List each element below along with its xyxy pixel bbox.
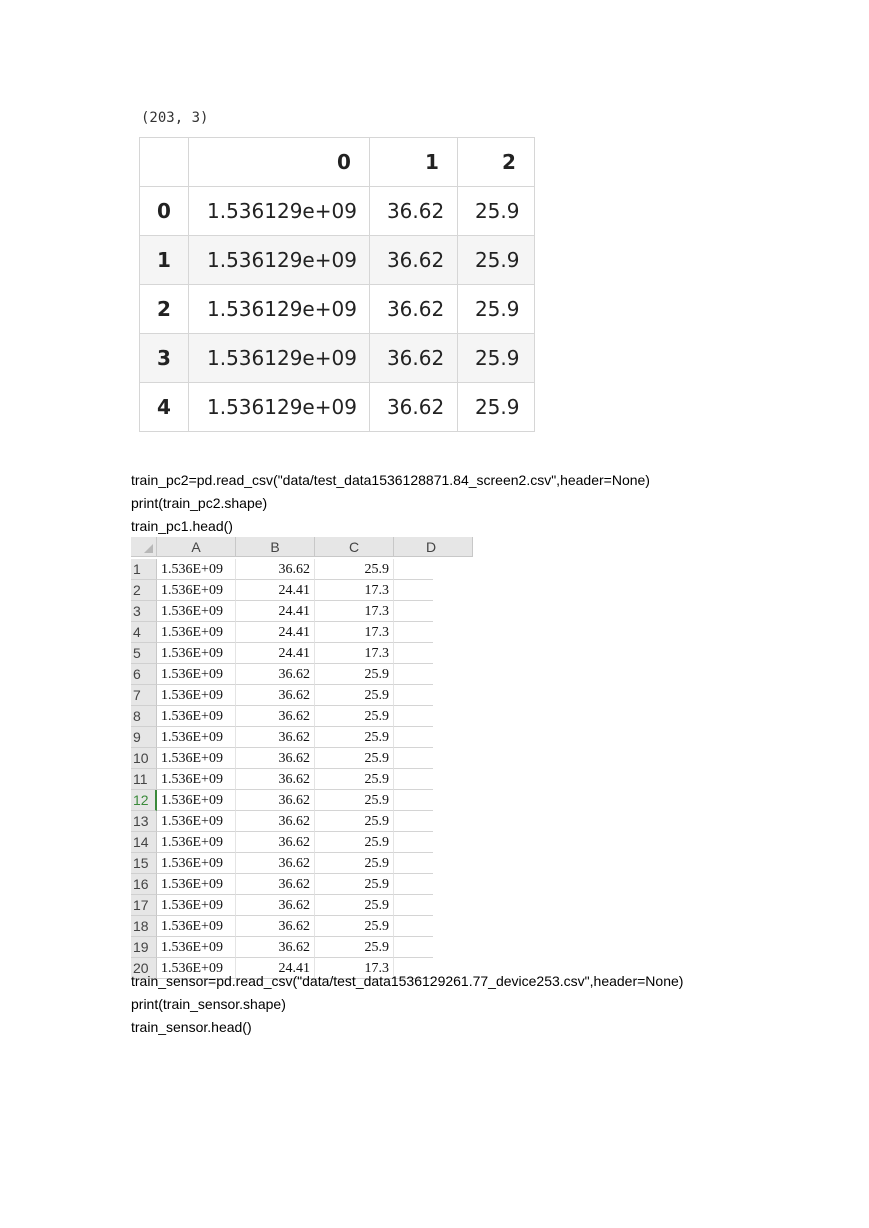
spreadsheet-cell[interactable] [394, 748, 433, 769]
spreadsheet-cell[interactable]: 1.536E+09 [157, 790, 236, 811]
row-number[interactable]: 10 [131, 748, 157, 769]
row-number[interactable]: 2 [131, 580, 157, 601]
spreadsheet-cell[interactable]: 24.41 [236, 643, 315, 664]
code-line: train_pc1.head() [131, 518, 233, 534]
spreadsheet-cell[interactable]: 1.536E+09 [157, 580, 236, 601]
spreadsheet-cell[interactable] [394, 580, 433, 601]
spreadsheet-cell[interactable]: 1.536E+09 [157, 769, 236, 790]
spreadsheet-cell[interactable]: 1.536E+09 [157, 958, 236, 979]
row-number[interactable]: 12 [131, 790, 157, 811]
spreadsheet-row [131, 916, 433, 937]
spreadsheet-cell[interactable]: 25.9 [315, 664, 394, 685]
spreadsheet-row [131, 748, 433, 769]
spreadsheet-cell[interactable]: 36.62 [236, 811, 315, 832]
spreadsheet-cell[interactable] [394, 895, 433, 916]
code-line: train_pc2=pd.read_csv("data/test_data1536128871.84_screen2.csv",header=None) [131, 472, 650, 488]
row-number[interactable]: 7 [131, 685, 157, 706]
spreadsheet-cell[interactable]: 36.62 [236, 664, 315, 685]
column-header-c: C [315, 537, 394, 557]
code-line: train_sensor=pd.read_csv("data/test_data1536129261.77_device253.csv",header=None) [131, 973, 684, 989]
spreadsheet-cell[interactable]: 25.9 [315, 937, 394, 958]
row-number[interactable]: 4 [131, 622, 157, 643]
row-number[interactable]: 17 [131, 895, 157, 916]
row-number[interactable]: 20 [131, 958, 157, 979]
table-cell: 25.9 [457, 285, 534, 334]
column-header-a: A [157, 537, 236, 557]
table-cell: 1.536129e+09 [189, 334, 370, 383]
table-cell: 36.62 [369, 285, 457, 334]
spreadsheet-cell[interactable]: 36.62 [236, 832, 315, 853]
spreadsheet-cell[interactable]: 1.536E+09 [157, 832, 236, 853]
spreadsheet-cell[interactable]: 36.62 [236, 559, 315, 580]
spreadsheet-cell[interactable]: 1.536E+09 [157, 622, 236, 643]
table-cell: 1.536129e+09 [189, 187, 370, 236]
spreadsheet-cell[interactable] [394, 601, 433, 622]
table-cell: 25.9 [457, 187, 534, 236]
column-header-d: D [394, 537, 473, 557]
column-header: 0 [189, 138, 370, 187]
spreadsheet-cell[interactable] [394, 706, 433, 727]
spreadsheet-cell[interactable]: 36.62 [236, 748, 315, 769]
spreadsheet-cell[interactable] [394, 727, 433, 748]
spreadsheet-row [131, 580, 433, 601]
spreadsheet-cell[interactable] [394, 937, 433, 958]
spreadsheet-cell[interactable]: 25.9 [315, 559, 394, 580]
spreadsheet-cell[interactable]: 25.9 [315, 748, 394, 769]
spreadsheet-cell[interactable]: 1.536E+09 [157, 727, 236, 748]
spreadsheet-cell[interactable]: 24.41 [236, 601, 315, 622]
table-cell: 1.536129e+09 [189, 383, 370, 432]
spreadsheet-row [131, 853, 433, 874]
row-number[interactable]: 19 [131, 937, 157, 958]
spreadsheet-row [131, 790, 433, 811]
spreadsheet-crop [131, 537, 437, 976]
spreadsheet-row [131, 895, 433, 916]
spreadsheet-cell[interactable]: 25.9 [315, 916, 394, 937]
spreadsheet-cell[interactable] [394, 811, 433, 832]
spreadsheet-row [131, 727, 433, 748]
spreadsheet-row [131, 769, 433, 790]
spreadsheet-cell[interactable]: 1.536E+09 [157, 916, 236, 937]
dataframe-row [140, 236, 535, 285]
table-cell: 25.9 [457, 236, 534, 285]
spreadsheet-cell[interactable]: 17.3 [315, 622, 394, 643]
row-index: 3 [140, 334, 189, 383]
row-number[interactable]: 8 [131, 706, 157, 727]
spreadsheet-cell[interactable] [394, 832, 433, 853]
dataframe-index-header [140, 138, 189, 187]
spreadsheet-cell[interactable]: 25.9 [315, 685, 394, 706]
spreadsheet-row [131, 937, 433, 958]
spreadsheet-cell[interactable]: 1.536E+09 [157, 937, 236, 958]
spreadsheet-cell[interactable]: 36.62 [236, 874, 315, 895]
row-number[interactable]: 11 [131, 769, 157, 790]
spreadsheet-cell[interactable] [394, 664, 433, 685]
dataframe-table [139, 137, 535, 432]
row-index: 4 [140, 383, 189, 432]
spreadsheet-cell[interactable]: 1.536E+09 [157, 643, 236, 664]
spreadsheet-cell[interactable]: 25.9 [315, 811, 394, 832]
spreadsheet-cell[interactable]: 1.536E+09 [157, 685, 236, 706]
spreadsheet-cell[interactable]: 36.62 [236, 790, 315, 811]
spreadsheet-cell[interactable]: 1.536E+09 [157, 811, 236, 832]
spreadsheet-row [131, 622, 433, 643]
spreadsheet-cell[interactable]: 24.41 [236, 622, 315, 643]
spreadsheet-row [131, 706, 433, 727]
table-cell: 36.62 [369, 187, 457, 236]
spreadsheet-cell[interactable] [394, 916, 433, 937]
spreadsheet-row [131, 643, 433, 664]
spreadsheet-cell[interactable]: 1.536E+09 [157, 874, 236, 895]
table-cell: 36.62 [369, 383, 457, 432]
spreadsheet-cell[interactable] [394, 853, 433, 874]
spreadsheet-cell[interactable] [394, 622, 433, 643]
column-header: 2 [457, 138, 534, 187]
row-index: 1 [140, 236, 189, 285]
spreadsheet-cell[interactable]: 36.62 [236, 685, 315, 706]
spreadsheet-cell[interactable]: 1.536E+09 [157, 853, 236, 874]
code-line: print(train_pc2.shape) [131, 495, 268, 511]
spreadsheet-cell[interactable]: 25.9 [315, 895, 394, 916]
table-cell: 1.536129e+09 [189, 236, 370, 285]
dataframe-row [140, 383, 535, 432]
row-index: 2 [140, 285, 189, 334]
spreadsheet-cell[interactable]: 1.536E+09 [157, 559, 236, 580]
table-cell: 1.536129e+09 [189, 285, 370, 334]
spreadsheet-cell[interactable] [394, 643, 433, 664]
spreadsheet-cell[interactable] [394, 769, 433, 790]
row-number[interactable]: 18 [131, 916, 157, 937]
spreadsheet-cell[interactable]: 36.62 [236, 727, 315, 748]
spreadsheet-row [131, 811, 433, 832]
dataframe-row [140, 334, 535, 383]
spreadsheet-cell[interactable] [394, 874, 433, 895]
spreadsheet-cell[interactable]: 24.41 [236, 958, 315, 979]
select-all-corner [131, 537, 157, 557]
row-number[interactable]: 3 [131, 601, 157, 622]
row-number[interactable]: 5 [131, 643, 157, 664]
spreadsheet-cell[interactable]: 36.62 [236, 706, 315, 727]
spreadsheet-cell[interactable]: 25.9 [315, 706, 394, 727]
spreadsheet-cell[interactable]: 25.9 [315, 853, 394, 874]
spreadsheet-cell[interactable]: 36.62 [236, 916, 315, 937]
dataframe-row [140, 285, 535, 334]
table-cell: 36.62 [369, 334, 457, 383]
row-number[interactable]: 13 [131, 811, 157, 832]
column-header: 1 [369, 138, 457, 187]
table-cell: 36.62 [369, 236, 457, 285]
spreadsheet-row [131, 664, 433, 685]
spreadsheet-cell[interactable]: 1.536E+09 [157, 706, 236, 727]
spreadsheet-cell[interactable]: 36.62 [236, 895, 315, 916]
spreadsheet-row [131, 685, 433, 706]
row-number[interactable]: 6 [131, 664, 157, 685]
spreadsheet-cell[interactable]: 17.3 [315, 601, 394, 622]
spreadsheet-row [131, 559, 433, 580]
spreadsheet-cell[interactable]: 1.536E+09 [157, 601, 236, 622]
spreadsheet-cell[interactable]: 17.3 [315, 958, 394, 979]
spreadsheet-cell[interactable]: 17.3 [315, 643, 394, 664]
dataframe-row [140, 187, 535, 236]
spreadsheet-cell[interactable]: 25.9 [315, 790, 394, 811]
table-cell: 25.9 [457, 334, 534, 383]
row-number[interactable]: 14 [131, 832, 157, 853]
spreadsheet-row [131, 874, 433, 895]
spreadsheet-row [131, 601, 433, 622]
code-line: print(train_sensor.shape) [131, 996, 286, 1012]
spreadsheet-cell[interactable]: 36.62 [236, 853, 315, 874]
row-index: 0 [140, 187, 189, 236]
spreadsheet-cell[interactable]: 25.9 [315, 727, 394, 748]
spreadsheet-cell[interactable]: 1.536E+09 [157, 895, 236, 916]
spreadsheet-cell[interactable]: 25.9 [315, 874, 394, 895]
dataframe-header-row [140, 138, 535, 187]
spreadsheet-cell[interactable]: 1.536E+09 [157, 748, 236, 769]
spreadsheet-cell[interactable] [394, 685, 433, 706]
table-cell: 25.9 [457, 383, 534, 432]
spreadsheet-cell[interactable]: 25.9 [315, 832, 394, 853]
column-header-b: B [236, 537, 315, 557]
spreadsheet-row [131, 832, 433, 853]
spreadsheet-cell[interactable] [394, 559, 433, 580]
spreadsheet-cell[interactable]: 1.536E+09 [157, 664, 236, 685]
spreadsheet-cell[interactable]: 17.3 [315, 580, 394, 601]
shape-output: (203, 3) [141, 110, 209, 126]
code-line: train_sensor.head() [131, 1019, 252, 1035]
spreadsheet-cell[interactable]: 24.41 [236, 580, 315, 601]
spreadsheet-cell[interactable]: 36.62 [236, 769, 315, 790]
row-number[interactable]: 9 [131, 727, 157, 748]
row-number[interactable]: 15 [131, 853, 157, 874]
spreadsheet-cell[interactable]: 25.9 [315, 769, 394, 790]
spreadsheet-cell[interactable] [394, 790, 433, 811]
row-number[interactable]: 1 [131, 559, 157, 580]
row-number[interactable]: 16 [131, 874, 157, 895]
spreadsheet-cell[interactable]: 36.62 [236, 937, 315, 958]
